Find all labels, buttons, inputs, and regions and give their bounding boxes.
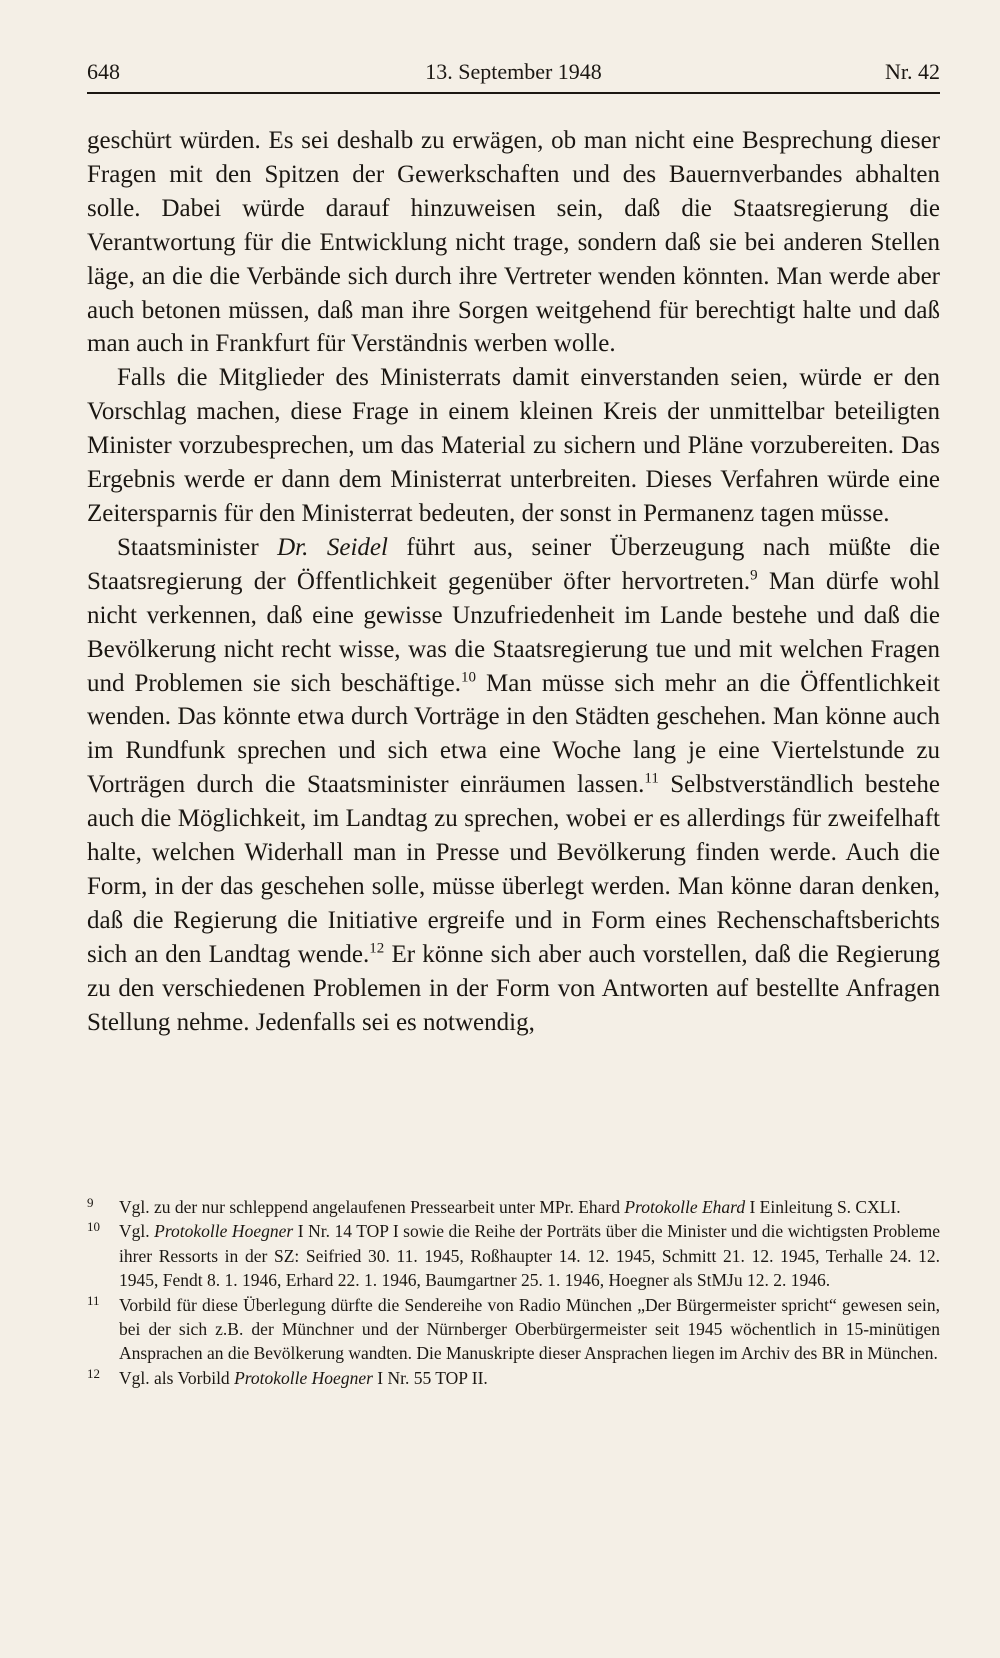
footnote-number: 11 <box>87 1292 100 1308</box>
footnote <box>87 1195 940 1219</box>
text-run: geschürt würden. Es sei deshalb zu erwägen, ob man nicht eine Besprechung dieser Fragen mit den Spitzen der Gewerkschaften und des Bauernverbandes abhalten solle. Dabei würde darauf hinzuweisen sein, daß die Staatsregierung die Verantwortung für die Entwicklung nicht trage, sondern daß sie bei anderen Stellen läge, an die die Verbände sich durch ihre Vertreter wenden könnten. Man werde aber auch betonen müssen, daß man ihre Sorgen weitgehend für berechtigt halte und daß man auch in Frankfurt für Verständnis werben wolle. <box>87 127 940 358</box>
text-run: Vgl. <box>119 1221 155 1242</box>
footnote-reference: 10 <box>461 669 477 686</box>
italic-text: Protokolle Hoegner <box>154 1221 294 1242</box>
text-run: Selbstverständlich bestehe auch die Möglichkeit, im Landtag zu sprechen, wobei er es allerdings für zweifelhaft halte, welchen Widerhall man in Presse und Bevölkerung finden werde. Auch die Form, in der das geschehen solle, müsse überlegt werden. Man könne daran denken, daß die Regierung die Initiative ergreife und in Form eines Rechenschaftsberichts sich an den Landtag wende. <box>87 771 941 968</box>
text-run: führt aus, seiner Überzeugung nach müßte die Staatsregierung der Öffentlichkeit gegenüber öfter hervortreten. <box>87 533 940 595</box>
text-run: Man dürfe wohl nicht verkennen, daß eine gewisse Unzufriedenheit im Lande bestehe und daß die Bevölkerung nicht recht wisse, was die Staatsregierung tue und mit welchen Fragen und Problemen sie sich beschäftige. <box>87 567 940 697</box>
header-rule <box>87 92 940 94</box>
footnote <box>87 1293 940 1366</box>
page-number: 648 <box>87 59 120 84</box>
italic-text: Protokolle Hoegner <box>234 1367 373 1388</box>
italic-text: Dr. Seidel <box>277 533 388 561</box>
text-run: I Nr. 55 TOP II. <box>372 1367 488 1388</box>
body-text <box>87 124 940 1039</box>
text-run: Staatsminister <box>117 533 278 561</box>
text-run: Vgl. als Vorbild <box>119 1367 235 1388</box>
footnote <box>87 1366 940 1390</box>
document-page <box>87 52 940 1612</box>
text-run: Vorbild für diese Überlegung dürfte die Sendereihe von Radio München „Der Bürgermeister spricht“ gewesen sein, bei der sich z.B. der Münchner und der Nürnberger Oberbürgermeister seit 1945 wöchentlich in 15-minütigen Ansprachen an die Bevölkerung wandten. Die Manuskripte dieser Ansprachen liegen im Archiv des BR in München. <box>119 1294 940 1364</box>
header-date: 13. September 1948 <box>425 59 602 84</box>
footnotes <box>87 1195 940 1390</box>
footnote-number: 10 <box>87 1219 100 1235</box>
text-run: Er könne sich aber auch vorstellen, daß die Regierung zu den verschiedenen Problemen in der Form von Antworten auf bestellte Anfragen Stellung nehme. Jedenfalls sei es notwendig, <box>87 940 940 1036</box>
footnote <box>87 1219 940 1292</box>
text-run: Vgl. zu der nur schleppend angelaufenen Pressearbeit unter MPr. Ehard <box>119 1197 625 1217</box>
footnote-text <box>119 1368 488 1388</box>
footnote-reference: 11 <box>644 770 659 787</box>
text-run: Man müsse sich mehr an die Öffentlichkeit wenden. Das könnte etwa durch Vorträge in den Städten geschehen. Man könne auch im Rundfunk sprechen und sich etwa eine Woche lang je eine Viertelstunde zu Vorträgen durch die Staatsminister einräumen lassen. <box>87 669 941 799</box>
text-run: I Einleitung S. CXLI. <box>745 1197 901 1217</box>
footnote-text <box>119 1221 940 1290</box>
footnote-number: 12 <box>87 1365 100 1381</box>
footnote-reference: 9 <box>750 567 758 584</box>
italic-text: Protokolle Ehard <box>624 1197 746 1217</box>
footnote-text <box>119 1197 901 1217</box>
paragraph <box>87 531 940 1040</box>
text-run: Falls die Mitglieder des Ministerrats damit einverstanden seien, würde er den Vorschlag machen, diese Frage in einem kleinen Kreis der unmittelbar beteiligten Minister vorzubesprechen, um das Material zu sichern und Pläne vorzubereiten. Das Ergebnis werde er dann dem Ministerrat unterbreiten. Dieses Verfahren würde eine Zeitersparnis für den Ministerrat bedeuten, der sonst in Permanenz tagen müsse. <box>87 364 940 527</box>
footnote-text <box>119 1295 940 1364</box>
paragraph <box>87 124 940 361</box>
paragraph <box>87 361 940 531</box>
document-number: Nr. 42 <box>885 59 940 84</box>
footnote-number: 9 <box>87 1195 94 1210</box>
running-header <box>87 52 940 92</box>
text-run: I Nr. 14 TOP I sowie die Reihe der Porträts über die Minister und die wichtigsten Probleme ihrer Ressorts in der SZ: Seifried 30. 11. 1945, Roßhaupter 14. 12. 1945, Schmitt 21. 12. 1945, Terhalle 24. 12. 1945, Fendt 8. 1. 1946, Erhard 22. 1. 1946, Baumgartner 25. 1. 1946, Hoegner als StMJu 12. 2. 1946. <box>119 1221 941 1291</box>
footnote-reference: 12 <box>369 940 385 957</box>
